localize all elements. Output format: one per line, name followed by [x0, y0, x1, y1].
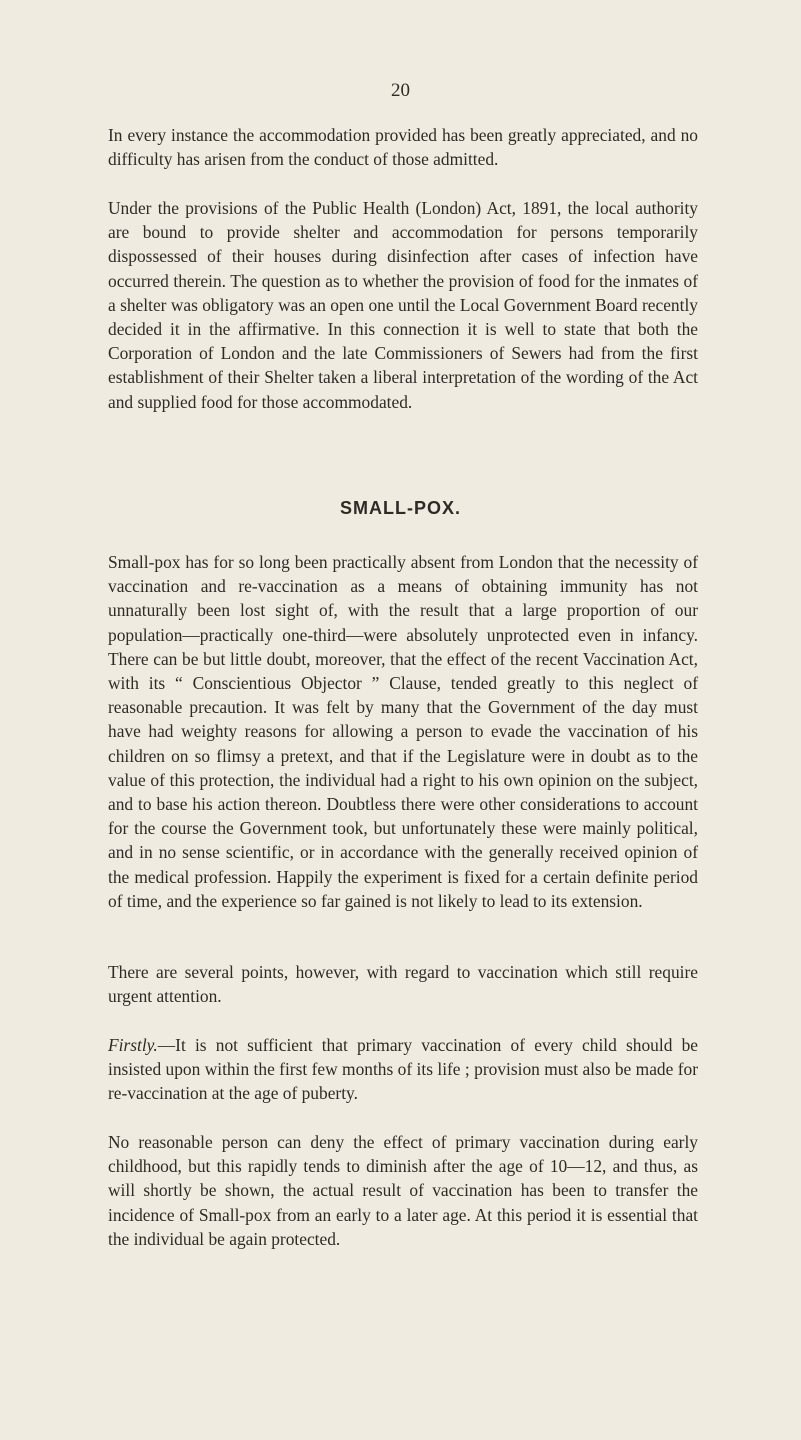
paragraph-body: —It is not sufficient that primary vaccination of every child should be insisted upon within the first few months of its life ; provision must also be made for re-vaccination at the age of puberty.: [108, 1035, 698, 1104]
paragraph-text: Under the provisions of the Public Health (London) Act, 1891, the local authority are bound to provide shelter and accommodation for persons temporarily dispossessed of their houses during disinfection after cases of infection have occurred therein. The question as to whether the provision of food for the inmates of a shelter was obligatory was an open one until the Local Government Board recently decided it in the affirmative. In this connection it is well to state that both the Corporation of London and the late Commissioners of Sewers had from the first establishment of their Shelter taken a liberal interpretation of the wording of the Act and supplied food for those accommodated.: [108, 198, 698, 412]
paragraph-text: There are several points, however, with regard to vaccination which still require urgent attention.: [108, 962, 698, 1007]
paragraph-shelter-appreciation: [108, 123, 698, 171]
paragraph-lead: Firstly.: [108, 1035, 158, 1055]
paragraph-text: Small-pox has for so long been practically absent from London that the necessity of vaccination and re-vaccination as a means of obtaining immunity has not unnaturally been lost sight of, with the result that a large proportion of our population—practically one-third—were absolutely unprotected even in infancy. There can be but little doubt, moreover, that the effect of the recent Vaccination Act, with its “ Conscientious Objector ” Clause, tended greatly to this neglect of reasonable precaution. It was felt by many that the Government of the day must have had weighty reasons for allowing a person to evade the vaccination of his children on so flimsy a pretext, and that if the Legislature were in doubt as to the value of this protection, the individual had a right to his own opinion on the subject, and to base his action thereon. Doubtless there were other considerations to account for the course the Government took, but unfortunately these were mainly political, and in no sense scientific, or in accordance with the generally received opinion of the medical profession. Happily the experiment is fixed for a certain definite period of time, and the experience so far gained is not likely to lead to its extension.: [108, 552, 698, 911]
paragraph-firstly: [108, 1033, 698, 1106]
page-number: 20: [391, 80, 410, 101]
paragraph-several-points: [108, 960, 698, 1008]
paragraph-public-health-act: [108, 196, 698, 414]
paragraph-primary-vaccination: [108, 1130, 698, 1251]
paragraph-small-pox-intro: [108, 550, 698, 913]
paragraph-text: No reasonable person can deny the effect of primary vaccination during early childhood, but this rapidly tends to diminish after the age of 10—12, and thus, as will shortly be shown, the actual result of vaccination has been to transfer the incidence of Small-pox from an early to a later age. At this period it is essential that the individual be again protected.: [108, 1132, 698, 1249]
section-heading: SMALL-POX.: [340, 498, 461, 518]
paragraph-text: In every instance the accommodation provided has been greatly appreciated, and no difficulty has arisen from the conduct of those admitted.: [108, 125, 698, 170]
paragraph-text: [108, 1033, 698, 1106]
